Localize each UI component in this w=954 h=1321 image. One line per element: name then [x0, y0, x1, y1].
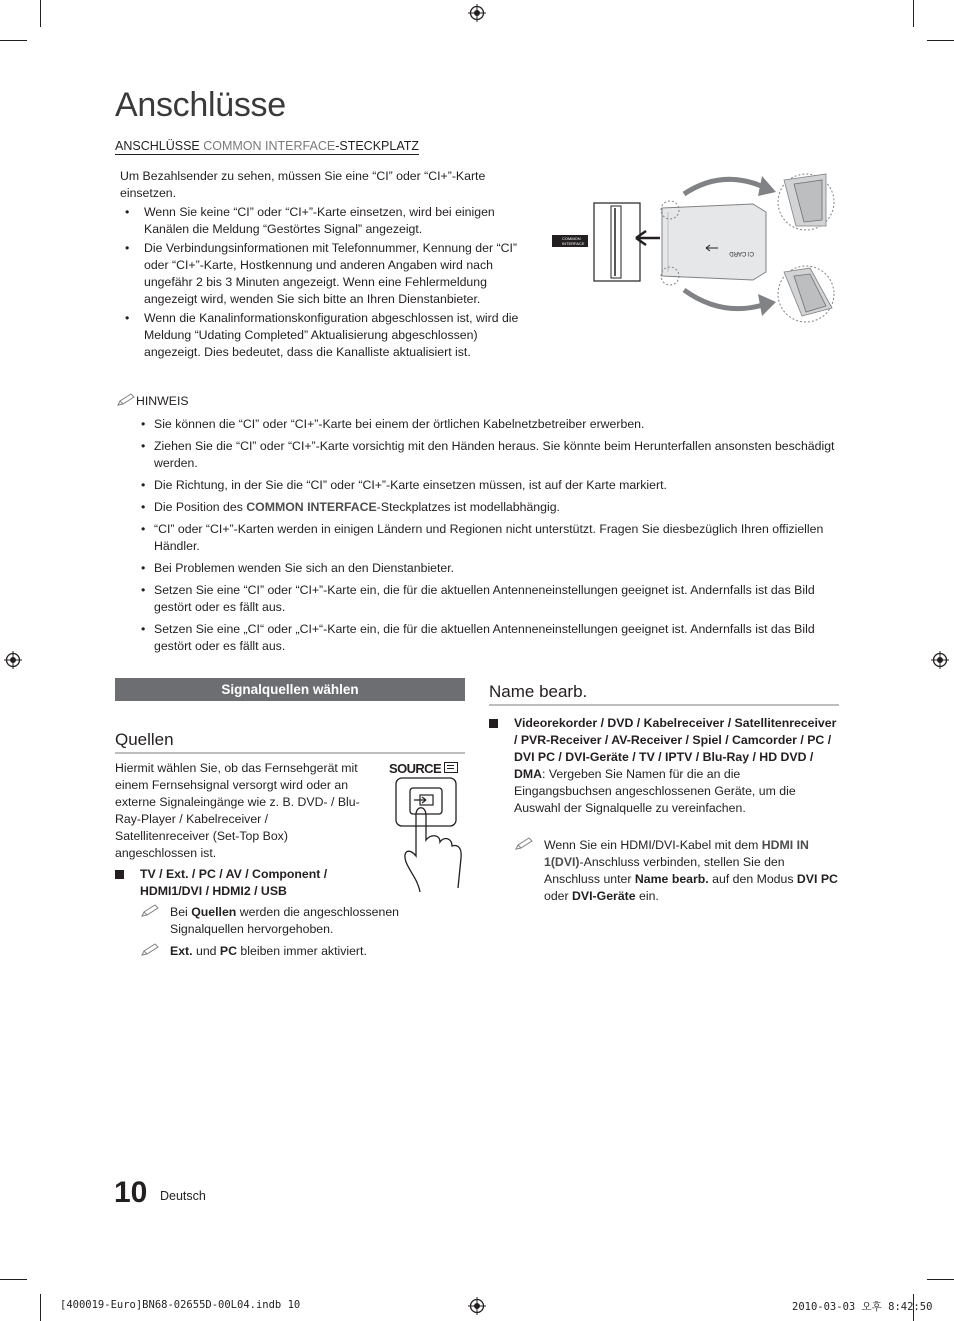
note-bold: Name bearb. [634, 872, 709, 886]
ci-card-illustration [548, 168, 838, 328]
section-subhead [115, 139, 419, 155]
note-text: oder [544, 889, 573, 903]
list-item: • Setzen Sie eine “CI” oder “CI+”-Karte ein, die für die aktuellen Antenneneinstellungen geeignet ist. Andernfalls ist das Bild gestört oder es fällt aus. [141, 582, 841, 616]
note-heading [116, 393, 189, 408]
note-text: -Steckplatzes ist modellabhängig. [376, 500, 560, 514]
quellen-note-1 [140, 904, 460, 938]
subhead-part: -STECKPLATZ [335, 139, 419, 153]
note-text: Bei [170, 905, 192, 919]
list-item [141, 499, 841, 516]
pencil-note-icon [140, 904, 160, 918]
list-item: • Setzen Sie eine „CI“ oder „CI+“-Karte ein, die für die aktuellen Antenneneinstellungen geeignet ist. Andernfalls ist das Bild gestört oder es fällt aus. [141, 621, 841, 655]
crop-mark [40, 0, 41, 27]
quellen-item [115, 866, 360, 900]
note-bold: Ext. [170, 944, 193, 958]
note-bold: PC [219, 944, 238, 958]
subhead-part: ANSCHLÜSSE [115, 139, 204, 153]
note-text: Die Position des [154, 500, 247, 514]
note-bold: DVI-Geräte [572, 889, 636, 903]
notes-block [141, 416, 841, 660]
intro-bullet-list [120, 204, 520, 361]
quellen-text: Hiermit wählen Sie, ob das Fernsehgerät mit einem Fernsehsignal versorgt wird oder an externe Signaleingänge wie z. B. DVD- / Blu-Ray-Player / Kabelreceiver / Satellitenreceiver (Set-Top Box) angeschlossen ist. [115, 761, 360, 860]
curve-arrow [684, 179, 766, 194]
list-item: • Wenn die Kanalinformationskonfiguration abgeschlossen ist, wird die Meldung “Udating Completed” Aktualisierung abgeschlossen) angezeigt. Dies bedeutet, dass die Kanalliste aktualisiert ist. [120, 310, 520, 361]
note-text: -Anschluss verbinden, stellen Sie den Anschluss unter [544, 855, 785, 886]
note-text: auf den Modus [708, 872, 797, 886]
note-text: Wenn Sie ein HDMI/DVI-Kabel mit dem [544, 838, 762, 852]
list-item: • Die Richtung, in der Sie die “CI” oder “CI+”-Karte einsetzen müssen, ist auf der Karte markiert. [141, 477, 841, 494]
note-bold: DVI PC [796, 872, 838, 886]
list-item: • Wenn Sie keine “CI” oder “CI+”-Karte einsetzen, wird bei einigen Kanälen die Meldung “Gestörtes Signal” angezeigt. [120, 204, 520, 238]
subhead-part: COMMON INTERFACE [203, 139, 336, 153]
crop-mark [927, 1279, 954, 1280]
hinweis-label: HINWEIS [136, 394, 189, 408]
card-label: CI CARD [729, 250, 754, 256]
registration-mark-icon [468, 4, 486, 22]
list-item: • Ziehen Sie die “CI” oder “CI+”-Karte vorsichtig mit den Händen heraus. Sie könnte beim Herunterfallen ansonsten beschädigt werden. [141, 438, 841, 472]
crop-mark [0, 1279, 27, 1280]
intro-text: Um Bezahlsender zu sehen, müssen Sie eine “CI” oder “CI+”-Karte einsetzen. [120, 169, 486, 200]
square-bullet-icon [115, 870, 124, 879]
source-input-icon [444, 762, 458, 773]
page-language: Deutsch [160, 1189, 206, 1203]
note-text: bleiben immer aktiviert. [237, 944, 367, 958]
section-bar: Signalquellen wählen [115, 678, 465, 701]
list-item: • “CI” oder “CI+”-Karten werden in einigen Ländern und Regionen nicht unterstützt. Fragen Sie diesbezüglich Ihren offiziellen Händler. [141, 521, 841, 555]
name-bearb-heading: Name bearb. [489, 682, 588, 701]
quellen-heading: Quellen [115, 730, 174, 749]
notes-list [141, 416, 841, 655]
slot-label: INTERFACE [562, 241, 585, 246]
note-bold: Quellen [191, 905, 237, 919]
note-bold: COMMON INTERFACE [246, 500, 377, 514]
slot-label: COMMON [562, 236, 581, 241]
note-bold: HDMI IN 1(DVI) [544, 838, 809, 869]
crop-mark [0, 40, 27, 41]
source-button-label [389, 761, 458, 776]
device-list: Videorekorder / DVD / Kabelreceiver / Satellitenreceiver / PVR-Receiver / AV-Receiver / Spiel / Camcorder / PC / DVI PC / DVI-Geräte / TV / IPTV / Blu-Ray / HD DVD / DMA [514, 716, 837, 781]
print-footer-right: 2010-03-03 오후 8:42:50 [792, 1301, 933, 1313]
crop-mark [40, 1294, 41, 1321]
quellen-note-2 [140, 943, 460, 960]
curve-arrow [684, 290, 766, 309]
crop-mark [927, 40, 954, 41]
page-number: 10 [114, 1176, 148, 1209]
source-text: SOURCE [389, 761, 442, 776]
note-text: und [192, 944, 220, 958]
source-list: TV / Ext. / PC / AV / Component / HDMI1/DVI / HDMI2 / USB [140, 867, 328, 898]
pencil-note-icon [140, 943, 160, 957]
page-title: Anschlüsse [115, 86, 286, 124]
pencil-note-icon [116, 393, 136, 407]
registration-mark-icon [4, 651, 22, 669]
intro-block [120, 168, 520, 361]
crop-mark [913, 0, 914, 27]
name-bearb-note [514, 837, 840, 905]
name-bearb-item [489, 715, 839, 817]
heading-rule [489, 704, 839, 706]
print-footer-left: [400019-Euro]BN68-02655D-00L04.indb 10 [60, 1299, 301, 1311]
pencil-note-icon [514, 837, 534, 851]
hand-pressing-source-icon [388, 776, 468, 894]
note-text: werden die angeschlossenen Signalquellen hervorgehoben. [170, 905, 400, 936]
list-item: • Bei Problemen wenden Sie sich an den Dienstanbieter. [141, 560, 841, 577]
list-item: • Sie können die “CI” oder “CI+”-Karte bei einem der örtlichen Kabelnetzbetreiber erwerben. [141, 416, 841, 433]
registration-mark-icon [468, 1297, 486, 1315]
item-text: : Vergeben Sie Namen für die an die Eingangsbuchsen angeschlossenen Geräte, um die Auswahl der Signalquelle zu vereinfachen. [514, 767, 796, 815]
note-text: ein. [635, 889, 659, 903]
list-item: • Die Verbindungsinformationen mit Telefonnummer, Kennung der “CI” oder “CI+”-Karte, Hostkennung und anderen Angaben wird nach ungefähr 2 bis 3 Minuten angezeigt. Wenn eine Fehlermeldung angezeigt wird, wenden Sie sich bitte an Ihren Dienstanbieter. [120, 240, 520, 308]
registration-mark-icon [931, 651, 949, 669]
square-bullet-icon [489, 719, 498, 728]
heading-rule [115, 752, 465, 754]
